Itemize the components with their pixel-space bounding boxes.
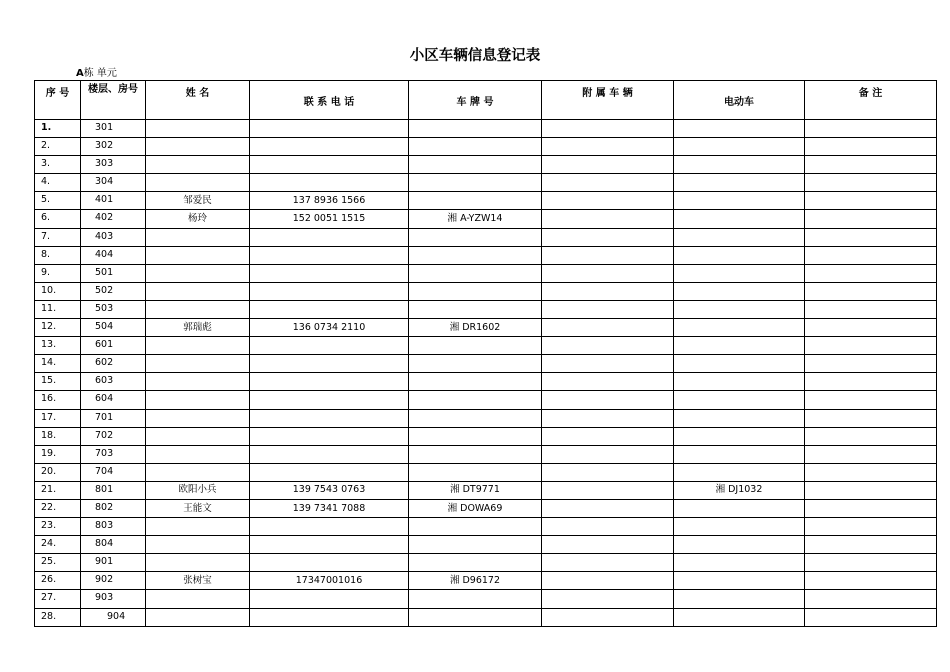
name-cell [146, 608, 250, 626]
note-cell [805, 481, 937, 499]
plate-cell [409, 373, 542, 391]
ev-cell: 湘 DJ1032 [674, 481, 805, 499]
phone-cell [250, 174, 409, 192]
note-cell [805, 192, 937, 210]
note-cell [805, 264, 937, 282]
table-row [35, 499, 937, 517]
seq-cell: 8. [35, 246, 81, 264]
phone-cell [250, 409, 409, 427]
header-seq: 序 号 [35, 81, 81, 120]
table-row [35, 192, 937, 210]
ev-cell [674, 608, 805, 626]
plate-cell [409, 355, 542, 373]
ev-cell [674, 192, 805, 210]
extra-vehicle-cell [542, 120, 674, 138]
table-row [35, 518, 937, 536]
extra-vehicle-cell [542, 282, 674, 300]
seq-cell: 6. [35, 210, 81, 228]
table-row [35, 300, 937, 318]
phone-cell: 136 0734 2110 [250, 319, 409, 337]
note-cell [805, 409, 937, 427]
seq-cell: 4. [35, 174, 81, 192]
phone-cell [250, 355, 409, 373]
phone-cell [250, 246, 409, 264]
ev-cell [674, 282, 805, 300]
phone-cell [250, 536, 409, 554]
table-body [35, 120, 937, 627]
name-cell: 邹爱民 [146, 192, 250, 210]
plate-cell [409, 409, 542, 427]
seq-cell: 25. [35, 554, 81, 572]
extra-vehicle-cell [542, 536, 674, 554]
seq-cell: 13. [35, 337, 81, 355]
seq-cell: 12. [35, 319, 81, 337]
extra-vehicle-cell [542, 518, 674, 536]
ev-cell [674, 120, 805, 138]
ev-cell [674, 518, 805, 536]
table-row [35, 427, 937, 445]
seq-cell: 10. [35, 282, 81, 300]
phone-cell: 152 0051 1515 [250, 210, 409, 228]
ev-cell [674, 300, 805, 318]
name-cell [146, 138, 250, 156]
room-cell: 404 [81, 246, 146, 264]
table-row [35, 355, 937, 373]
table-row [35, 572, 937, 590]
ev-cell [674, 391, 805, 409]
extra-vehicle-cell [542, 174, 674, 192]
plate-cell [409, 337, 542, 355]
ev-cell [674, 319, 805, 337]
room-cell: 601 [81, 337, 146, 355]
room-cell: 802 [81, 499, 146, 517]
name-cell [146, 427, 250, 445]
phone-cell [250, 156, 409, 174]
ev-cell [674, 138, 805, 156]
seq-cell: 14. [35, 355, 81, 373]
note-cell [805, 156, 937, 174]
seq-cell: 9. [35, 264, 81, 282]
table-row [35, 590, 937, 608]
room-cell: 801 [81, 481, 146, 499]
room-cell: 904 [81, 608, 146, 626]
name-cell [146, 590, 250, 608]
name-cell [146, 264, 250, 282]
table-row [35, 409, 937, 427]
table-row [35, 481, 937, 499]
extra-vehicle-cell [542, 300, 674, 318]
name-cell: 郭瑞彪 [146, 319, 250, 337]
ev-cell [674, 373, 805, 391]
room-cell: 502 [81, 282, 146, 300]
note-cell [805, 499, 937, 517]
room-cell: 702 [81, 427, 146, 445]
table-row [35, 174, 937, 192]
extra-vehicle-cell [542, 156, 674, 174]
phone-cell [250, 373, 409, 391]
room-cell: 403 [81, 228, 146, 246]
ev-cell [674, 445, 805, 463]
note-cell [805, 391, 937, 409]
plate-cell: 湘 DR1602 [409, 319, 542, 337]
table-row [35, 337, 937, 355]
plate-cell [409, 282, 542, 300]
note-cell [805, 554, 937, 572]
name-cell: 欧阳小兵 [146, 481, 250, 499]
room-cell: 304 [81, 174, 146, 192]
table-row [35, 138, 937, 156]
table-row [35, 536, 937, 554]
name-cell [146, 246, 250, 264]
table-row [35, 120, 937, 138]
seq-cell: 17. [35, 409, 81, 427]
name-cell [146, 228, 250, 246]
note-cell [805, 463, 937, 481]
extra-vehicle-cell [542, 210, 674, 228]
plate-cell [409, 246, 542, 264]
room-cell: 604 [81, 391, 146, 409]
plate-cell [409, 120, 542, 138]
extra-vehicle-cell [542, 481, 674, 499]
phone-cell [250, 138, 409, 156]
room-cell: 301 [81, 120, 146, 138]
phone-cell [250, 228, 409, 246]
note-cell [805, 373, 937, 391]
note-cell [805, 228, 937, 246]
ev-cell [674, 590, 805, 608]
table-row [35, 445, 937, 463]
name-cell [146, 174, 250, 192]
plate-cell [409, 536, 542, 554]
name-cell: 杨玲 [146, 210, 250, 228]
extra-vehicle-cell [542, 373, 674, 391]
extra-vehicle-cell [542, 445, 674, 463]
note-cell [805, 518, 937, 536]
plate-cell: 湘 A-YZW14 [409, 210, 542, 228]
ev-cell [674, 210, 805, 228]
ev-cell [674, 554, 805, 572]
seq-cell: 19. [35, 445, 81, 463]
name-cell [146, 373, 250, 391]
room-cell: 704 [81, 463, 146, 481]
note-cell [805, 174, 937, 192]
phone-cell: 139 7341 7088 [250, 499, 409, 517]
plate-cell [409, 608, 542, 626]
seq-cell: 16. [35, 391, 81, 409]
building-prefix: A [76, 68, 84, 79]
registration-table [34, 80, 937, 627]
header-phone: 联 系 电 话 [250, 81, 409, 120]
name-cell [146, 536, 250, 554]
plate-cell [409, 445, 542, 463]
note-cell [805, 536, 937, 554]
room-cell: 703 [81, 445, 146, 463]
extra-vehicle-cell [542, 499, 674, 517]
table-row [35, 264, 937, 282]
plate-cell [409, 138, 542, 156]
seq-cell: 2. [35, 138, 81, 156]
plate-cell [409, 463, 542, 481]
extra-vehicle-cell [542, 409, 674, 427]
phone-cell: 137 8936 1566 [250, 192, 409, 210]
phone-cell [250, 391, 409, 409]
extra-vehicle-cell [542, 590, 674, 608]
note-cell [805, 319, 937, 337]
name-cell [146, 409, 250, 427]
room-cell: 901 [81, 554, 146, 572]
table-row [35, 228, 937, 246]
seq-cell: 23. [35, 518, 81, 536]
ev-cell [674, 463, 805, 481]
room-cell: 903 [81, 590, 146, 608]
plate-cell [409, 518, 542, 536]
plate-cell: 湘 D96172 [409, 572, 542, 590]
header-name: 姓 名 [146, 81, 250, 120]
seq-cell: 3. [35, 156, 81, 174]
extra-vehicle-cell [542, 246, 674, 264]
name-cell [146, 391, 250, 409]
plate-cell [409, 391, 542, 409]
seq-cell: 24. [35, 536, 81, 554]
plate-cell [409, 554, 542, 572]
phone-cell [250, 300, 409, 318]
header-plate: 车 牌 号 [409, 81, 542, 120]
seq-cell: 27. [35, 590, 81, 608]
plate-cell [409, 174, 542, 192]
name-cell [146, 554, 250, 572]
name-cell: 张树宝 [146, 572, 250, 590]
extra-vehicle-cell [542, 391, 674, 409]
extra-vehicle-cell [542, 228, 674, 246]
name-cell [146, 463, 250, 481]
ev-cell [674, 156, 805, 174]
building-unit-label [76, 64, 117, 79]
header-ev: 电动车 [674, 81, 805, 120]
seq-cell: 7. [35, 228, 81, 246]
room-cell: 902 [81, 572, 146, 590]
table-row [35, 554, 937, 572]
table-row [35, 373, 937, 391]
name-cell [146, 445, 250, 463]
seq-cell: 20. [35, 463, 81, 481]
room-cell: 402 [81, 210, 146, 228]
extra-vehicle-cell [542, 608, 674, 626]
plate-cell [409, 156, 542, 174]
room-cell: 501 [81, 264, 146, 282]
plate-cell [409, 427, 542, 445]
phone-cell [250, 264, 409, 282]
note-cell [805, 138, 937, 156]
plate-cell [409, 264, 542, 282]
seq-cell: 15. [35, 373, 81, 391]
seq-cell: 28. [35, 608, 81, 626]
name-cell [146, 518, 250, 536]
note-cell [805, 210, 937, 228]
header-extra-vehicle: 附 属 车 辆 [542, 81, 674, 120]
extra-vehicle-cell [542, 138, 674, 156]
ev-cell [674, 246, 805, 264]
room-cell: 701 [81, 409, 146, 427]
plate-cell [409, 590, 542, 608]
extra-vehicle-cell [542, 264, 674, 282]
phone-cell [250, 120, 409, 138]
phone-cell [250, 445, 409, 463]
plate-cell [409, 192, 542, 210]
ev-cell [674, 536, 805, 554]
note-cell [805, 337, 937, 355]
extra-vehicle-cell [542, 192, 674, 210]
note-cell [805, 120, 937, 138]
seq-cell: 11. [35, 300, 81, 318]
extra-vehicle-cell [542, 355, 674, 373]
room-cell: 303 [81, 156, 146, 174]
plate-cell: 湘 DT9771 [409, 481, 542, 499]
table-row [35, 463, 937, 481]
header-row [35, 81, 937, 120]
phone-cell [250, 337, 409, 355]
room-cell: 504 [81, 319, 146, 337]
note-cell [805, 572, 937, 590]
ev-cell [674, 228, 805, 246]
seq-cell: 21. [35, 481, 81, 499]
plate-cell [409, 300, 542, 318]
room-cell: 503 [81, 300, 146, 318]
table-row [35, 156, 937, 174]
table-row [35, 319, 937, 337]
extra-vehicle-cell [542, 319, 674, 337]
phone-cell [250, 463, 409, 481]
ev-cell [674, 174, 805, 192]
extra-vehicle-cell [542, 554, 674, 572]
seq-cell: 26. [35, 572, 81, 590]
room-cell: 401 [81, 192, 146, 210]
seq-cell: 1. [35, 120, 81, 138]
seq-cell: 5. [35, 192, 81, 210]
room-cell: 602 [81, 355, 146, 373]
note-cell [805, 590, 937, 608]
plate-cell [409, 228, 542, 246]
seq-cell: 22. [35, 499, 81, 517]
note-cell [805, 445, 937, 463]
page-title: 小区车辆信息登记表 [409, 48, 541, 64]
name-cell: 王能文 [146, 499, 250, 517]
header-room: 楼层、房号 [81, 81, 146, 120]
plate-cell: 湘 DOWA69 [409, 499, 542, 517]
seq-cell: 18. [35, 427, 81, 445]
ev-cell [674, 499, 805, 517]
table-row [35, 391, 937, 409]
phone-cell [250, 608, 409, 626]
ev-cell [674, 572, 805, 590]
name-cell [146, 300, 250, 318]
header-note: 备 注 [805, 81, 937, 120]
phone-cell: 139 7543 0763 [250, 481, 409, 499]
note-cell [805, 355, 937, 373]
extra-vehicle-cell [542, 463, 674, 481]
table-row [35, 246, 937, 264]
table-row [35, 608, 937, 626]
phone-cell [250, 282, 409, 300]
name-cell [146, 355, 250, 373]
note-cell [805, 246, 937, 264]
room-cell: 603 [81, 373, 146, 391]
table-row [35, 282, 937, 300]
name-cell [146, 337, 250, 355]
phone-cell [250, 590, 409, 608]
room-cell: 803 [81, 518, 146, 536]
phone-cell [250, 427, 409, 445]
note-cell [805, 300, 937, 318]
extra-vehicle-cell [542, 572, 674, 590]
note-cell [805, 282, 937, 300]
building-rest: 栋 单元 [83, 68, 117, 79]
room-cell: 804 [81, 536, 146, 554]
ev-cell [674, 409, 805, 427]
extra-vehicle-cell [542, 427, 674, 445]
name-cell [146, 282, 250, 300]
ev-cell [674, 355, 805, 373]
note-cell [805, 608, 937, 626]
phone-cell [250, 554, 409, 572]
name-cell [146, 120, 250, 138]
name-cell [146, 156, 250, 174]
ev-cell [674, 337, 805, 355]
note-cell [805, 427, 937, 445]
phone-cell: 17347001016 [250, 572, 409, 590]
room-cell: 302 [81, 138, 146, 156]
extra-vehicle-cell [542, 337, 674, 355]
phone-cell [250, 518, 409, 536]
ev-cell [674, 427, 805, 445]
table-row [35, 210, 937, 228]
ev-cell [674, 264, 805, 282]
